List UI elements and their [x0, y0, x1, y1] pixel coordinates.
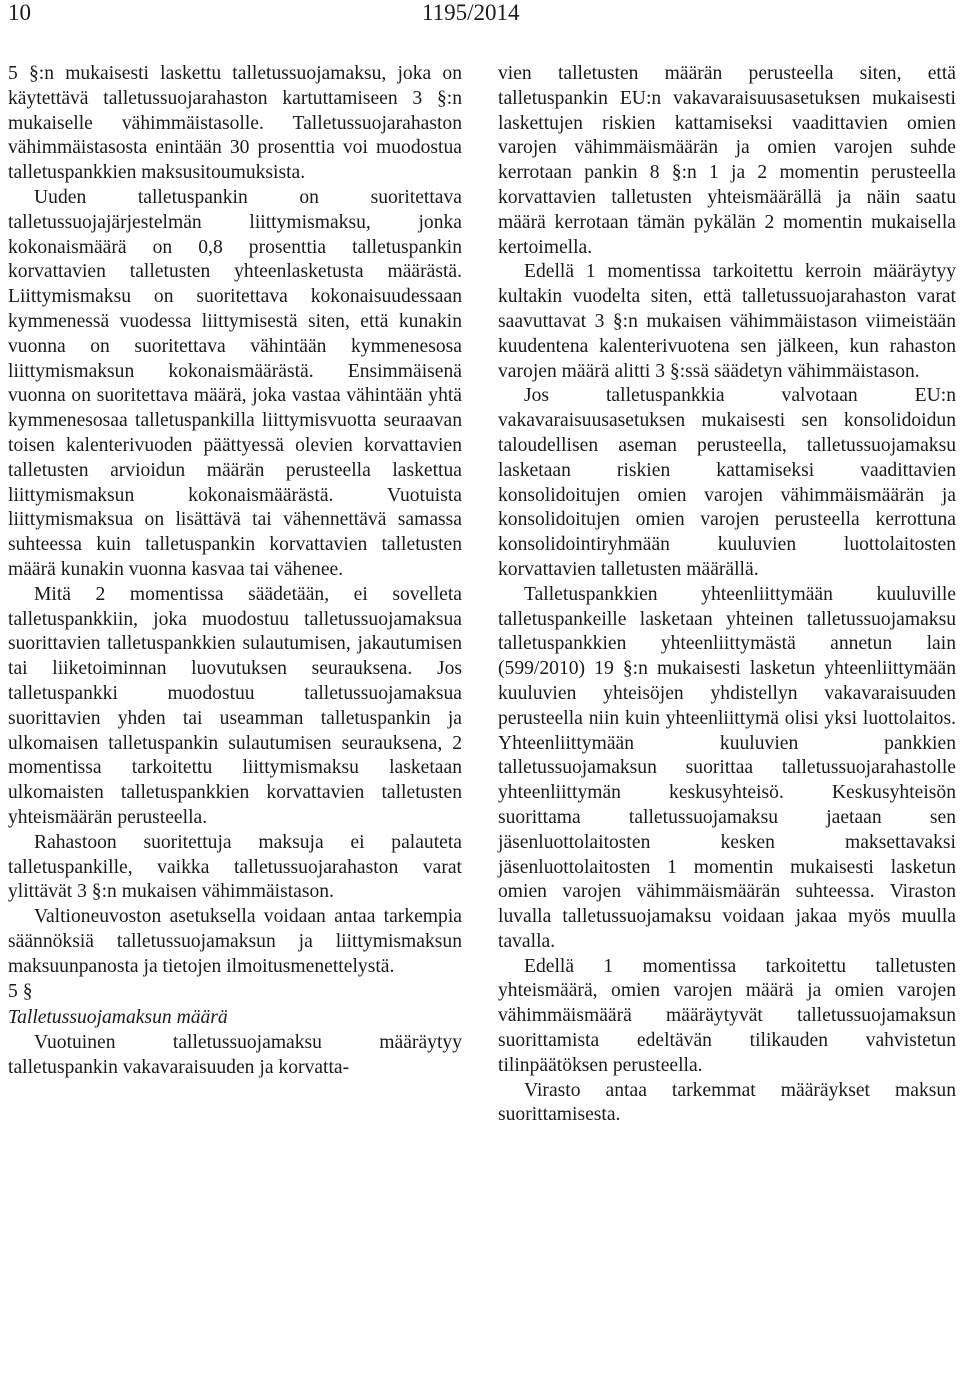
paragraph: Uuden talletuspankin on suoritettava talletussuojajärjestelmän liittymismaksu, jonka kokonaismäärä on 0,8 prosenttia talletuspankin korvattavien talletusten yhteenlasketusta määrästä. Liittymismaksu on suoritettava kokonaisuudessaan kymmenessä vuodessa liittymisestä siten, että kunakin vuonna on suoritettava vähintään kymmenesosa liittymismaksun kokonaismäärästä. Ensimmäisenä vuonna on suoritettava määrä, joka vastaa vähintään yhtä kymmenesosaa talletuspankilla liittymisvuotta seuraavan toisen kalenterivuoden päättyessä olevien korvattavien talletusten arvioidun määrän perusteella laskettua liittymismaksun kokonaismäärästä. Vuotuista liittymismaksua on lisättävä tai vähennettävä samassa suhteessa kuin talletuspankin korvattavien talletusten määrä kunakin vuonna kasvaa tai vähenee.	[8, 186, 462, 580]
section-number: 5 §	[8, 981, 33, 1003]
page-header	[0, 0, 960, 30]
section-title: Talletussuojamaksun määrä	[8, 1007, 228, 1029]
paragraph: Vuotuinen talletussuojamaksu määräytyy talletuspankin vakavaraisuuden ja korvatta-	[8, 1032, 462, 1079]
document-number: 1195/2014	[422, 0, 520, 25]
paragraph: Edellä 1 momentissa tarkoitettu talletusten yhteismäärä, omien varojen määrä ja omien varojen vähimmäismäärä määräytyvät talletussuojamaksun suorittamista edeltävän tilikauden vahvistetun tilinpäätöksen perusteella.	[498, 955, 956, 1076]
paragraph: Mitä 2 momentissa säädetään, ei sovelleta talletuspankkiin, joka muodostuu talletussuojamaksua suorittavien talletuspankkien sulautumisen, jakautumisen tai liiketoiminnan luovutuksen seurauksena. Jos talletuspankki muodostuu talletussuojamaksua suorittavien yhden tai useamman talletuspankin ja ulkomaisen talletuspankin sulautumisen seurauksena, 2 momentissa tarkoitettu liittymismaksu lasketaan ulkomaisten talletuspankkien korvattavien talletusten yhteismäärän perusteella.	[8, 583, 462, 828]
paragraph: 5 §:n mukaisesti laskettu talletussuojamaksu, joka on käytettävä talletussuojarahaston kartuttamiseen 3 §:n mukaiselle vähimmäistasolle. Talletussuojarahaston vähimmäistasosta enintään 30 prosenttia voi muodostua talletuspankkien maksusitoumuksista.	[8, 63, 462, 184]
right-column	[498, 62, 956, 1128]
paragraph: Jos talletuspankkia valvotaan EU:n vakavaraisuusasetuksen mukaisesti sen konsolidoidun taloudellisen aseman perusteella, talletussuojamaksu lasketaan riskien kattamiseksi vaadittavien konsolidoitujen omien varojen vähimmäismäärän ja konsolidoitujen omien varojen perusteella kerrottuna konsolidointiryhmään kuuluvien luottolaitosten korvattavien talletusten määrällä.	[498, 385, 956, 580]
paragraph: vien talletusten määrän perusteella siten, että talletuspankin EU:n vakavaraisuusasetuksen mukaisesti laskettujen riskien kattamiseksi vaadittavien omien varojen vähimmäismäärän ja omien varojen suhde kerrotaan pankin 8 §:n 1 ja 2 momentin perusteella korvattavien talletusten yhteismäärällä ja näin saatu määrä kerrotaan tämän pykälän 2 momentin mukaisella kertoimella.	[498, 63, 956, 258]
paragraph: Rahastoon suoritettuja maksuja ei palauteta talletuspankille, vaikka talletussuojarahaston varat ylittävät 3 §:n mukaisen vähimmäistason.	[8, 831, 462, 903]
paragraph: Valtioneuvoston asetuksella voidaan antaa tarkempia säännöksiä talletussuojamaksun ja liittymismaksun maksuunpanosta ja tietojen ilmoitusmenettelystä.	[8, 906, 462, 977]
paragraph: Virasto antaa tarkemmat määräykset maksun suorittamisesta.	[498, 1079, 956, 1126]
paragraph: Talletuspankkien yhteenliittymään kuuluville talletuspankeille lasketaan yhteinen talletussuojamaksu talletuspankkien yhteenliittymästä annetun lain (599/2010) 19 §:n mukaisesti lasketun yhteenliittymään kuuluvien yhteisöjen yhdistellyn vakavaraisuuden perusteella niin kuin yhteenliittymä olisi yksi luottolaitos. Yhteenliittymään kuuluvien pankkien talletussuojamaksun suorittaa talletussuojarahastolle yhteenliittymän keskusyhteisö. Keskusyhteisön suorittama talletussuojamaksu jaetaan sen jäsenluottolaitosten kesken maksettavaksi jäsenluottolaitosten 1 momentin mukaisesti lasketun omien varojen vähimmäismäärän suhteessa. Viraston luvalla talletussuojamaksu voidaan jakaa myös muulla tavalla.	[498, 583, 956, 952]
page-number: 10	[8, 0, 31, 25]
left-column	[8, 62, 462, 1081]
paragraph: Edellä 1 momentissa tarkoitettu kerroin määräytyy kultakin vuodelta siten, että talletussuojarahaston varat saavuttavat 3 §:n mukaisen vähimmäistason viimeistään kuudentena kalenterivuotena sen jälkeen, kun rahaston varojen määrä alitti 3 §:ssä säädetyn vähimmäistason.	[498, 261, 956, 382]
